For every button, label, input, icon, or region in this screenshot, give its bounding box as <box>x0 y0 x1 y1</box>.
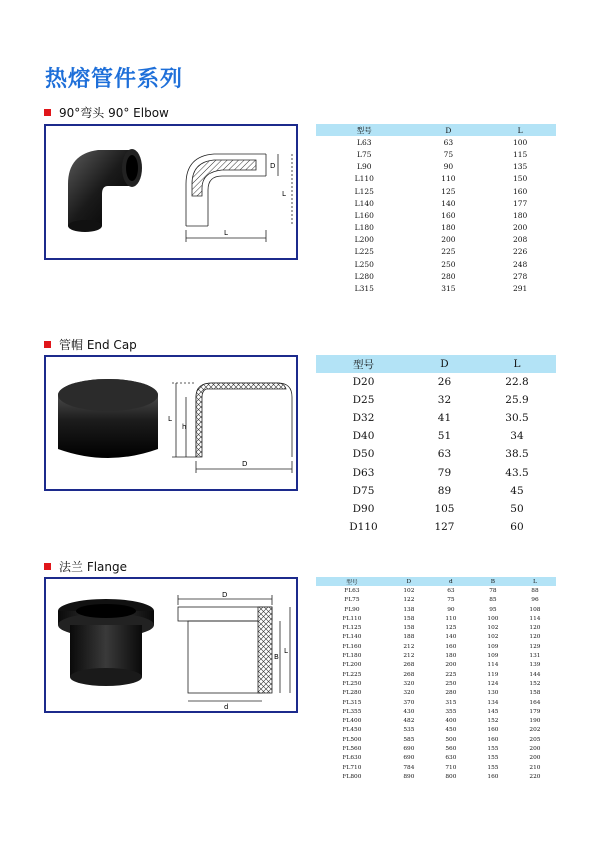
table-cell: 30.5 <box>505 412 529 425</box>
table-cell: 125 <box>445 625 457 632</box>
table-cell: L225 <box>354 247 374 257</box>
table-cell: 220 <box>529 773 541 780</box>
table-cell: 78 <box>489 587 497 594</box>
table-row <box>316 234 556 246</box>
table-row <box>316 698 556 707</box>
elbow-dim-d: D <box>270 162 276 170</box>
section-heading-elbow <box>44 104 169 121</box>
table-cell: 158 <box>403 615 415 622</box>
flange-drawing <box>178 595 290 701</box>
table-cell: FL630 <box>342 755 362 762</box>
table-cell: 79 <box>437 466 452 479</box>
table-cell: 131 <box>529 653 541 660</box>
table-cell: D50 <box>352 448 375 461</box>
table-row <box>316 222 556 234</box>
column-header: D <box>413 124 485 136</box>
table-cell: FL315 <box>342 699 362 706</box>
table-cell: FL200 <box>342 662 362 669</box>
table-cell: D75 <box>352 484 375 497</box>
table-cell: L110 <box>354 174 374 184</box>
table-cell: FL75 <box>344 597 360 604</box>
table-cell: D40 <box>352 430 375 443</box>
table-cell: 102 <box>487 625 499 632</box>
table-cell: 200 <box>441 235 456 245</box>
table-cell: 138 <box>403 606 415 613</box>
table-cell: 188 <box>403 634 415 641</box>
table-cell: 180 <box>512 210 528 220</box>
table-cell: 63 <box>443 137 454 147</box>
table-cell: 784 <box>403 764 415 771</box>
table-cell: 75 <box>447 597 455 604</box>
table-cell: D63 <box>352 466 375 479</box>
table-cell: 124 <box>487 680 499 687</box>
table-cell: 100 <box>487 615 499 622</box>
column-header: D <box>411 355 478 373</box>
endcap-drawing <box>172 383 292 473</box>
flange-heading-text: 法兰 Flange <box>59 560 128 574</box>
table-cell: FL225 <box>342 671 362 678</box>
table-cell: 225 <box>441 247 456 257</box>
table-cell: 430 <box>403 708 415 715</box>
table-cell: 135 <box>512 162 528 172</box>
table-cell: 710 <box>445 764 457 771</box>
table-cell: 278 <box>512 271 528 281</box>
elbow-photo <box>68 149 142 232</box>
table-cell: L90 <box>357 162 372 172</box>
table-cell: 320 <box>403 690 415 697</box>
endcap-illustration <box>46 357 296 489</box>
table-cell: 226 <box>512 247 528 257</box>
section-heading-endcap <box>44 336 137 353</box>
table-cell: 155 <box>487 764 499 771</box>
table-cell: 158 <box>403 625 415 632</box>
table-cell: 200 <box>529 755 541 762</box>
table-cell: 482 <box>403 718 415 725</box>
table-cell: L63 <box>357 137 372 147</box>
table-row <box>316 258 556 270</box>
table-row <box>316 614 556 623</box>
table-cell: 110 <box>445 615 457 622</box>
column-header: B <box>472 577 514 586</box>
table-row <box>316 605 556 614</box>
table-cell: 88 <box>531 587 539 594</box>
elbow-spec-table <box>316 124 556 295</box>
table-cell: 268 <box>403 662 415 669</box>
table-cell: L160 <box>354 210 374 220</box>
table-cell: 25.9 <box>505 394 529 407</box>
table-cell: 108 <box>529 606 541 613</box>
endcap-spec-table <box>316 355 556 536</box>
table-cell: 140 <box>445 634 457 641</box>
table-cell: 315 <box>441 284 456 294</box>
table-row <box>316 427 556 445</box>
table-row <box>316 136 556 148</box>
table-cell: L315 <box>354 284 374 294</box>
table-cell: 890 <box>403 773 415 780</box>
table-cell: 144 <box>529 671 541 678</box>
column-header: 型号 <box>316 577 388 586</box>
table-row <box>316 623 556 632</box>
table-cell: FL140 <box>342 634 362 641</box>
table-cell: 690 <box>403 745 415 752</box>
table-cell: 280 <box>445 690 457 697</box>
table-cell: 127 <box>434 520 455 533</box>
table-cell: 212 <box>403 653 415 660</box>
table-cell: 200 <box>445 662 457 669</box>
table-cell: 34 <box>510 430 524 443</box>
table-cell: D32 <box>352 412 375 425</box>
table-cell: 250 <box>441 259 456 269</box>
elbow-dim-l-horizontal: L <box>224 229 228 237</box>
table-cell: FL500 <box>342 736 362 743</box>
endcap-heading-text: 管帽 End Cap <box>59 338 137 352</box>
table-cell: 140 <box>441 198 456 208</box>
table-cell: 160 <box>487 736 499 743</box>
table-cell: FL560 <box>342 745 362 752</box>
flange-image-frame <box>44 577 298 713</box>
elbow-dim-l-vertical: L <box>282 190 286 198</box>
table-cell: 85 <box>489 597 497 604</box>
bullet-square-icon <box>44 563 51 570</box>
table-cell: 105 <box>434 502 455 515</box>
table-cell: L140 <box>354 198 374 208</box>
endcap-photo <box>58 379 158 458</box>
table-cell: 202 <box>529 727 541 734</box>
table-cell: FL63 <box>344 587 360 594</box>
endcap-dim-h: h <box>182 423 187 431</box>
table-cell: D90 <box>352 502 375 515</box>
table-cell: 177 <box>512 198 528 208</box>
table-row <box>316 173 556 185</box>
table-cell: 450 <box>445 727 457 734</box>
table-row <box>316 373 556 391</box>
table-cell: 180 <box>441 223 456 233</box>
bullet-square-icon <box>44 341 51 348</box>
table-cell: 89 <box>437 484 452 497</box>
table-cell: 51 <box>437 430 452 443</box>
table-cell: 212 <box>403 643 415 650</box>
table-cell: 119 <box>487 671 499 678</box>
table-cell: FL250 <box>342 680 362 687</box>
flange-illustration <box>46 579 296 711</box>
table-cell: 32 <box>437 394 452 407</box>
table-cell: 125 <box>441 186 456 196</box>
column-header: 型号 <box>316 355 411 373</box>
page-title: 热熔管件系列 <box>45 67 184 92</box>
table-cell: 630 <box>445 755 457 762</box>
table-cell: 152 <box>487 718 499 725</box>
table-cell: 160 <box>445 643 457 650</box>
table-cell: 210 <box>529 764 541 771</box>
table-row <box>316 246 556 258</box>
flange-spec-table <box>316 577 556 782</box>
table-cell: 225 <box>445 671 457 678</box>
table-cell: 190 <box>529 718 541 725</box>
table-cell: 134 <box>487 699 499 706</box>
table-row <box>316 689 556 698</box>
table-cell: 160 <box>487 773 499 780</box>
table-cell: 38.5 <box>505 448 529 461</box>
column-header: L <box>478 355 556 373</box>
table-row <box>316 482 556 500</box>
table-cell: 102 <box>487 634 499 641</box>
column-header: L <box>514 577 556 586</box>
table-header-row <box>316 124 556 136</box>
flange-dim-b: B <box>274 653 279 661</box>
table-cell: 158 <box>529 690 541 697</box>
table-row <box>316 651 556 660</box>
table-cell: 115 <box>512 149 528 159</box>
elbow-heading-text: 90°弯头 90° Elbow <box>59 106 169 120</box>
table-cell: FL90 <box>344 606 360 613</box>
table-cell: 400 <box>445 718 457 725</box>
table-cell: L75 <box>357 149 372 159</box>
table-cell: FL355 <box>342 708 362 715</box>
table-row <box>316 679 556 688</box>
table-cell: 90 <box>447 606 455 613</box>
table-cell: 280 <box>441 271 456 281</box>
table-header-row <box>316 577 556 586</box>
table-cell: 200 <box>529 745 541 752</box>
table-cell: 122 <box>403 597 415 604</box>
flange-dim-d-top: D <box>222 591 228 599</box>
table-cell: L180 <box>354 223 374 233</box>
table-row <box>316 754 556 763</box>
table-cell: 45 <box>510 484 524 497</box>
table-cell: 95 <box>489 606 497 613</box>
table-cell: L200 <box>354 235 374 245</box>
table-cell: 160 <box>512 186 528 196</box>
table-row <box>316 209 556 221</box>
table-row <box>316 282 556 294</box>
table-cell: 96 <box>531 597 539 604</box>
table-cell: 800 <box>445 773 457 780</box>
table-cell: 370 <box>403 699 415 706</box>
table-cell: 248 <box>512 259 528 269</box>
bullet-square-icon <box>44 109 51 116</box>
table-row <box>316 148 556 160</box>
table-cell: 145 <box>487 708 499 715</box>
table-cell: FL450 <box>342 727 362 734</box>
table-cell: 22.8 <box>505 376 529 389</box>
table-cell: 205 <box>529 736 541 743</box>
table-cell: L280 <box>354 271 374 281</box>
table-row <box>316 642 556 651</box>
table-cell: 114 <box>529 615 541 622</box>
table-row <box>316 270 556 282</box>
table-cell: 200 <box>512 223 528 233</box>
table-cell: 180 <box>445 653 457 660</box>
table-cell: 120 <box>529 634 541 641</box>
table-cell: D20 <box>352 376 375 389</box>
table-row <box>316 197 556 209</box>
table-row <box>316 763 556 772</box>
elbow-image-frame <box>44 124 298 260</box>
table-cell: 120 <box>529 625 541 632</box>
table-cell: 315 <box>445 699 457 706</box>
table-row <box>316 744 556 753</box>
table-cell: 355 <box>445 708 457 715</box>
table-row <box>316 633 556 642</box>
table-cell: FL110 <box>342 615 362 622</box>
table-cell: FL280 <box>342 690 362 697</box>
table-row <box>316 463 556 481</box>
table-cell: 129 <box>529 643 541 650</box>
table-cell: 291 <box>512 284 528 294</box>
table-cell: L250 <box>354 259 374 269</box>
flange-dim-d-bottom: d <box>224 703 229 711</box>
table-cell: FL400 <box>342 718 362 725</box>
table-cell: 109 <box>487 653 499 660</box>
table-cell: 110 <box>441 174 456 184</box>
table-cell: 75 <box>443 149 454 159</box>
table-cell: 43.5 <box>505 466 529 479</box>
table-cell: 63 <box>447 587 455 594</box>
table-cell: FL160 <box>342 643 362 650</box>
table-row <box>316 670 556 679</box>
table-cell: FL180 <box>342 653 362 660</box>
table-cell: 100 <box>512 137 528 147</box>
table-cell: 155 <box>487 755 499 762</box>
table-row <box>316 185 556 197</box>
table-cell: 60 <box>510 520 524 533</box>
table-cell: 268 <box>403 671 415 678</box>
table-row <box>316 391 556 409</box>
table-row <box>316 161 556 173</box>
table-row <box>316 707 556 716</box>
endcap-dim-l: L <box>168 415 172 423</box>
table-cell: 102 <box>403 587 415 594</box>
table-row <box>316 596 556 605</box>
table-cell: 208 <box>512 235 528 245</box>
elbow-drawing <box>186 154 292 242</box>
table-cell: 690 <box>403 755 415 762</box>
column-header: L <box>484 124 556 136</box>
table-cell: 109 <box>487 643 499 650</box>
table-row <box>316 409 556 427</box>
table-cell: 90 <box>443 162 454 172</box>
table-cell: 155 <box>487 745 499 752</box>
table-cell: 130 <box>487 690 499 697</box>
table-cell: 164 <box>529 699 541 706</box>
elbow-illustration <box>46 126 296 258</box>
table-cell: 50 <box>510 502 524 515</box>
table-cell: 139 <box>529 662 541 669</box>
table-cell: 320 <box>403 680 415 687</box>
flange-photo <box>58 599 154 686</box>
table-cell: 26 <box>437 376 452 389</box>
endcap-dim-d: D <box>242 460 248 468</box>
table-row <box>316 445 556 463</box>
table-cell: FL800 <box>342 773 362 780</box>
flange-dim-l: L <box>284 647 288 655</box>
section-heading-flange <box>44 558 127 575</box>
table-row <box>316 586 556 595</box>
table-cell: 152 <box>529 680 541 687</box>
table-row <box>316 735 556 744</box>
table-cell: 560 <box>445 745 457 752</box>
table-cell: 160 <box>441 210 456 220</box>
column-header: D <box>388 577 430 586</box>
table-cell: 160 <box>487 727 499 734</box>
table-row <box>316 772 556 781</box>
table-cell: L125 <box>354 186 374 196</box>
column-header: d <box>430 577 472 586</box>
table-cell: D25 <box>352 394 375 407</box>
table-row <box>316 716 556 725</box>
table-cell: 179 <box>529 708 541 715</box>
table-cell: 114 <box>487 662 499 669</box>
table-cell: FL125 <box>342 625 362 632</box>
table-header-row <box>316 355 556 373</box>
table-cell: 250 <box>445 680 457 687</box>
column-header: 型号 <box>316 124 413 136</box>
table-cell: D110 <box>349 520 378 533</box>
endcap-image-frame <box>44 355 298 491</box>
table-cell: 535 <box>403 727 415 734</box>
table-cell: 150 <box>512 174 528 184</box>
table-cell: 585 <box>403 736 415 743</box>
table-row <box>316 500 556 518</box>
table-row <box>316 518 556 536</box>
table-cell: 500 <box>445 736 457 743</box>
table-cell: FL710 <box>342 764 362 771</box>
table-cell: 63 <box>437 448 452 461</box>
table-row <box>316 661 556 670</box>
table-cell: 41 <box>437 412 452 425</box>
table-row <box>316 726 556 735</box>
